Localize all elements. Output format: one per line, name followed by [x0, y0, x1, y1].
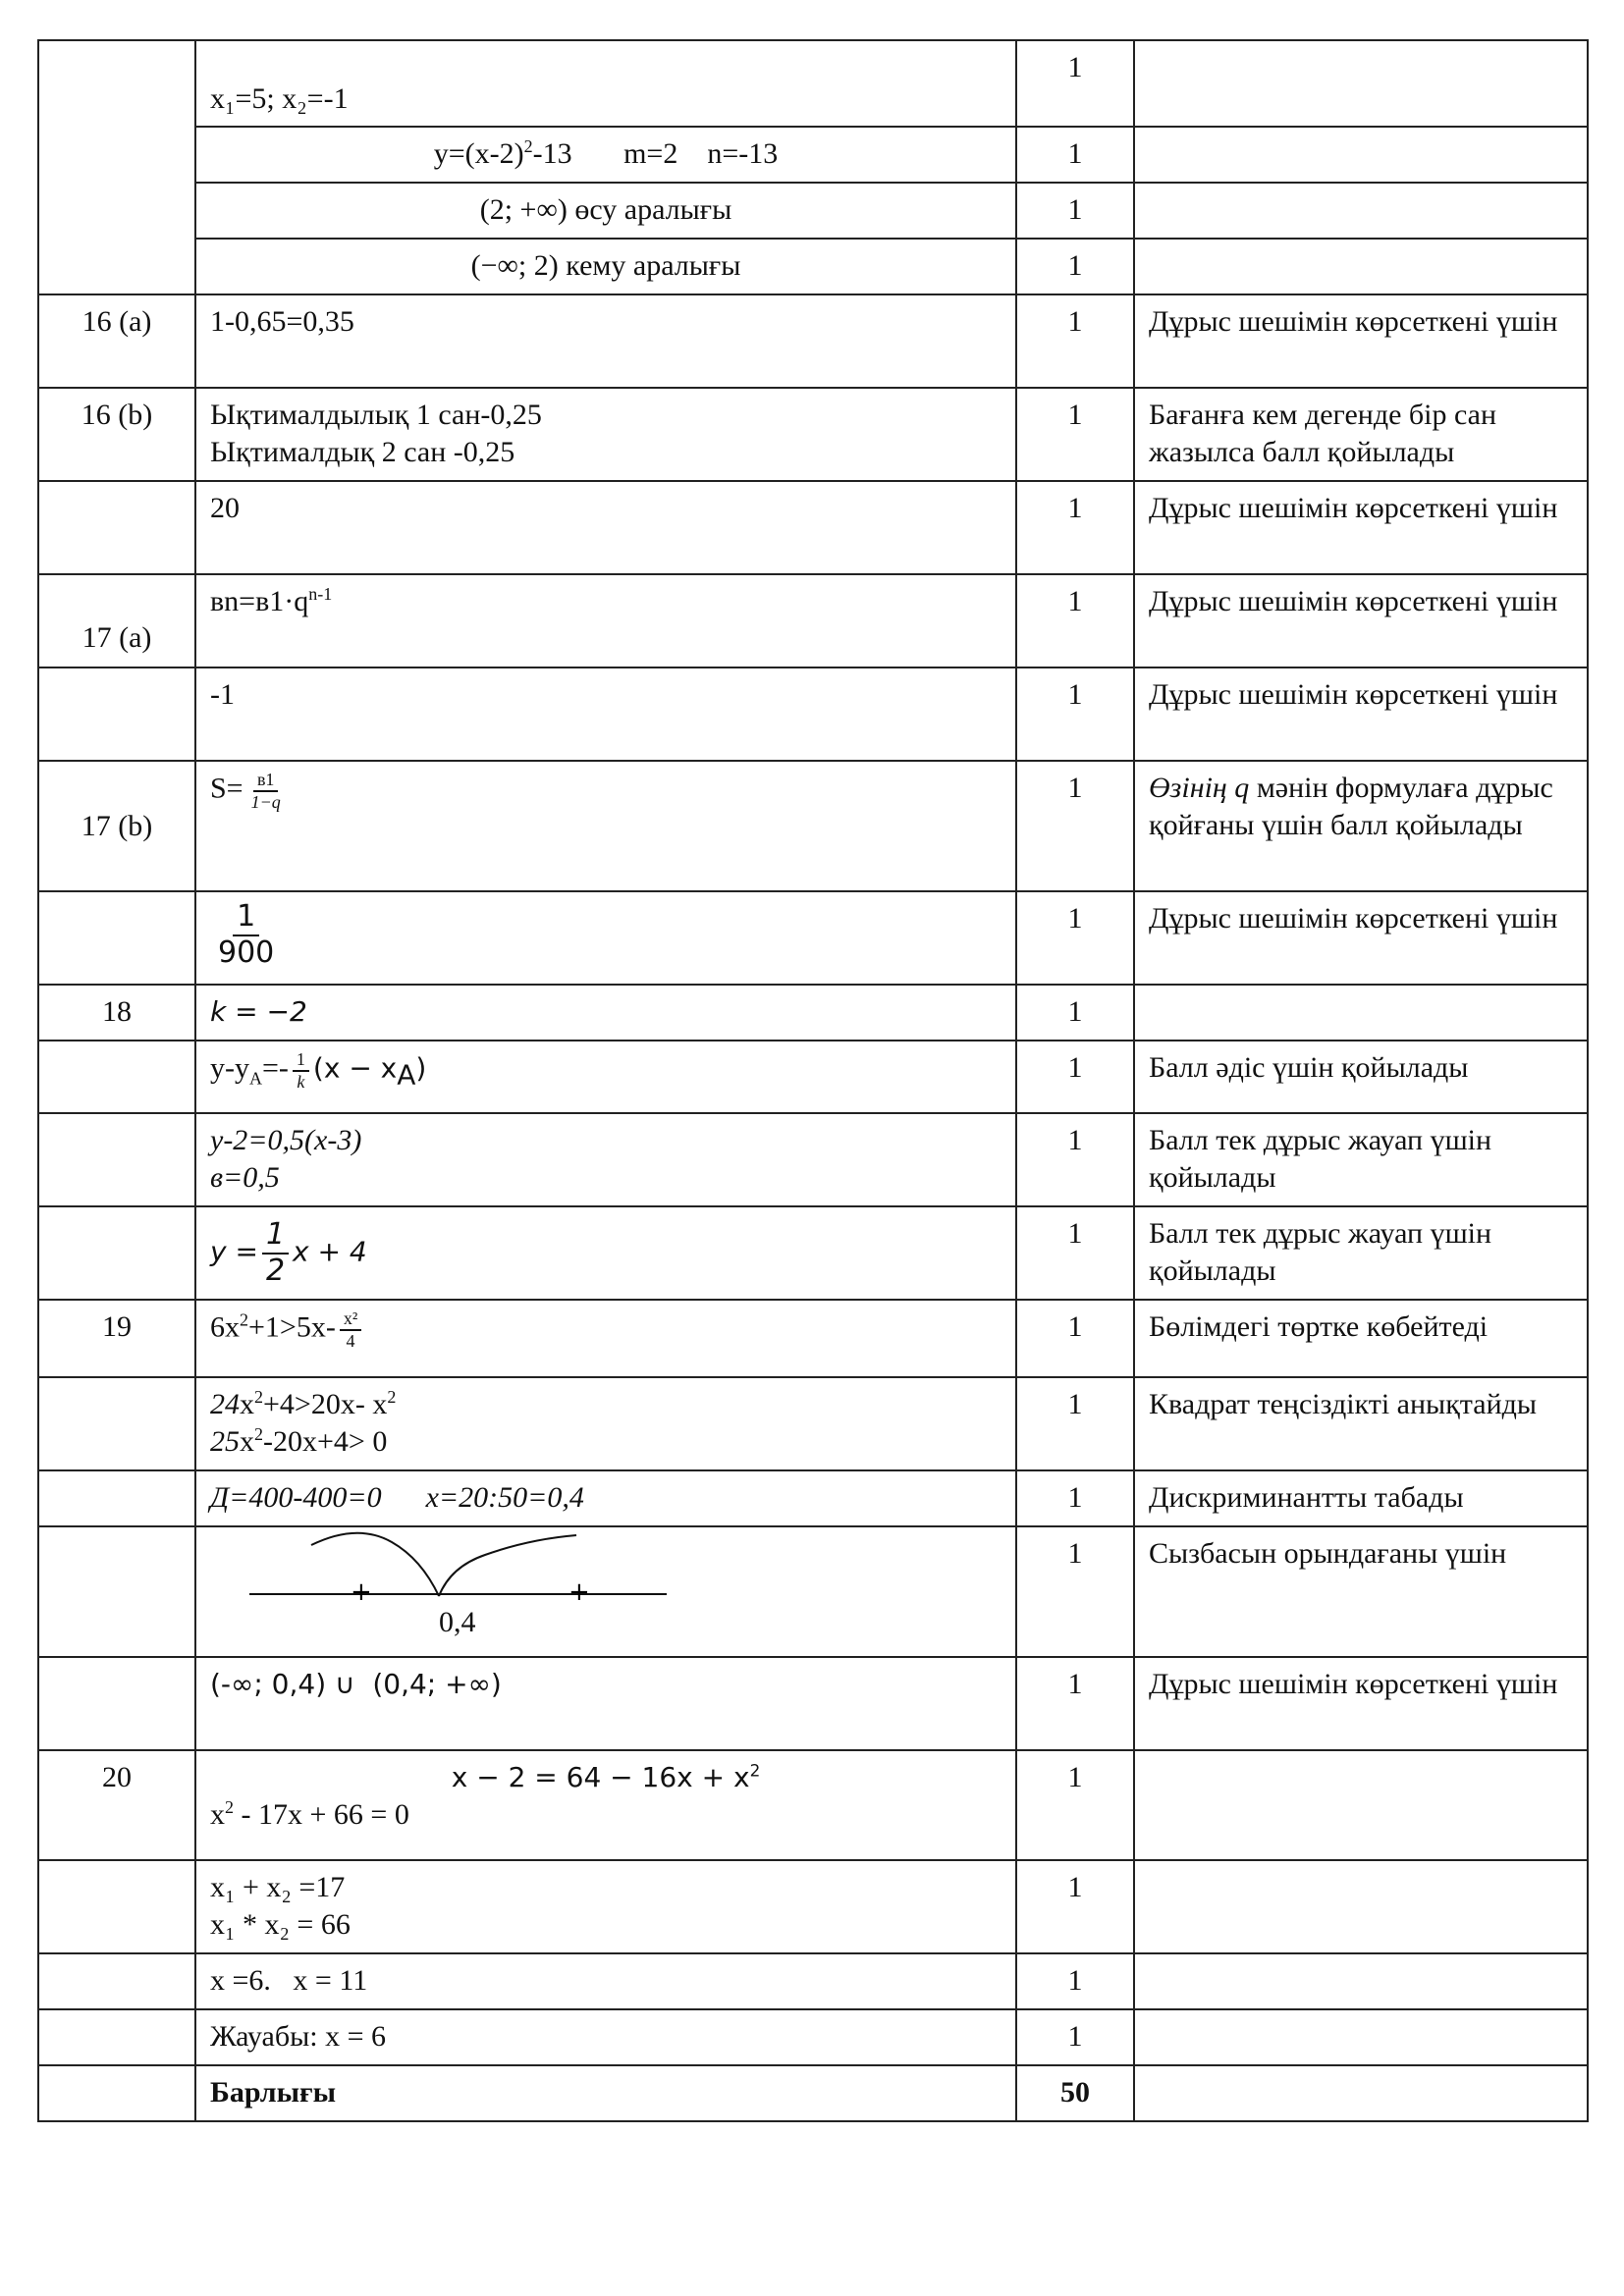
- question-number-cell: [38, 1206, 195, 1300]
- question-number-cell: [38, 1470, 195, 1526]
- fraction-numerator: 1: [262, 1218, 289, 1255]
- solution-text: 24: [210, 1388, 240, 1420]
- solution-text: вn=в1·q: [210, 585, 309, 617]
- question-number-cell: [38, 891, 195, 985]
- question-number-cell: 20: [38, 1750, 195, 1860]
- solution-text: - 17x + 66 = 0: [234, 1798, 409, 1831]
- fraction-numerator: 1: [293, 1049, 309, 1072]
- question-number-cell: 16 (a): [38, 294, 195, 388]
- solution-cell: [195, 891, 1016, 985]
- solution-cell: x =6. x = 11: [195, 1953, 1016, 2009]
- marking-scheme-table: [37, 39, 1589, 2122]
- solution-cell: [195, 1526, 1016, 1657]
- solution-cell: (−∞; 2) кему аралығы: [195, 239, 1016, 294]
- note-cell: Өзінің q мәнін формулаға дұрыс қойғаны үшін балл қойылады: [1134, 761, 1588, 891]
- table-row: [38, 574, 1588, 667]
- question-number-cell: [38, 1953, 195, 2009]
- solution-line: Ықтималдылық 1 сан-0,25: [210, 399, 542, 431]
- note-cell: Балл тек дұрыс жауап үшін қойылады: [1134, 1113, 1588, 1206]
- score-cell: 1: [1016, 388, 1134, 481]
- table-row: [38, 1860, 1588, 1953]
- solution-cell: [195, 1113, 1016, 1206]
- fraction: [293, 1049, 309, 1092]
- table-row: [38, 891, 1588, 985]
- score-cell: 1: [1016, 1470, 1134, 1526]
- right-arc: [439, 1535, 576, 1596]
- table-row: [38, 1953, 1588, 2009]
- score-cell: 1: [1016, 2009, 1134, 2065]
- solution-cell: [195, 1300, 1016, 1377]
- table-row: [38, 127, 1588, 183]
- note-cell: [1134, 40, 1588, 127]
- solution-text: (x − x: [312, 1051, 398, 1085]
- exponent: 2: [254, 1387, 263, 1407]
- note-cell: [1134, 183, 1588, 239]
- score-cell: 1: [1016, 891, 1134, 985]
- solution-cell: Жауабы: x = 6: [195, 2009, 1016, 2065]
- fraction: [262, 1218, 289, 1288]
- question-number-cell: [38, 667, 195, 761]
- solution-line: [210, 1759, 1001, 1796]
- table-row: [38, 481, 1588, 574]
- solution-cell: -1: [195, 667, 1016, 761]
- question-number-cell: 16 (b): [38, 388, 195, 481]
- total-score: 50: [1016, 2065, 1134, 2121]
- table-row: [38, 388, 1588, 481]
- fraction: [340, 1308, 361, 1351]
- exponent: 2: [225, 1797, 234, 1817]
- table-row: [38, 985, 1588, 1041]
- table-row: [38, 1657, 1588, 1750]
- note-cell: Дискриминантты табады: [1134, 1470, 1588, 1526]
- fraction-numerator: 1: [233, 900, 259, 936]
- solution-text: +1>5x-: [248, 1310, 336, 1344]
- score-cell: 1: [1016, 985, 1134, 1041]
- score-cell: 1: [1016, 1526, 1134, 1657]
- solution-text: x: [240, 1388, 254, 1420]
- fraction-denominator: k: [297, 1071, 305, 1092]
- solution-line: x₁ * x₂ = 66: [210, 1908, 351, 1941]
- solution-text: x + 4: [293, 1235, 367, 1268]
- number-line-diagram: [249, 1527, 681, 1606]
- score-cell: 1: [1016, 1860, 1134, 1953]
- solution-cell: [195, 1041, 1016, 1113]
- solution-text: y =: [210, 1235, 258, 1268]
- exponent: 2: [523, 136, 533, 156]
- fraction-denominator: 900: [218, 934, 275, 970]
- note-cell: [1134, 127, 1588, 183]
- solution-text: x: [210, 1798, 225, 1831]
- question-number-cell: [38, 481, 195, 574]
- fraction: [247, 770, 285, 812]
- subscript: A: [249, 1068, 262, 1089]
- solution-cell: 1-0,65=0,35: [195, 294, 1016, 388]
- solution-cell: [195, 761, 1016, 891]
- question-number-cell: [38, 1860, 195, 1953]
- note-cell: Дұрыс шешімін көрсеткені үшін: [1134, 574, 1588, 667]
- fraction-numerator: x²: [340, 1308, 361, 1331]
- note-cell: Дұрыс шешімін көрсеткені үшін: [1134, 481, 1588, 574]
- question-number-cell: [38, 2065, 195, 2121]
- score-cell: 1: [1016, 1953, 1134, 2009]
- table-row: [38, 1041, 1588, 1113]
- question-number-cell: [38, 1041, 195, 1113]
- score-cell: 1: [1016, 1041, 1134, 1113]
- table-row: [38, 2009, 1588, 2065]
- solution-text: y-y: [210, 1051, 249, 1085]
- solution-line: в=0,5: [210, 1161, 280, 1194]
- solution-text: +4>20x- x: [263, 1388, 388, 1420]
- note-cell: Сызбасын орындағаны үшін: [1134, 1526, 1588, 1657]
- solution-text: y=(x-2): [433, 137, 524, 170]
- score-cell: 1: [1016, 239, 1134, 294]
- note-cell: [1134, 1860, 1588, 1953]
- exponent: 2: [387, 1387, 397, 1407]
- total-row: [38, 2065, 1588, 2121]
- table-row: [38, 40, 1588, 127]
- exponent: 2: [749, 1760, 761, 1781]
- score-cell: 1: [1016, 1657, 1134, 1750]
- exponent: 2: [254, 1424, 263, 1444]
- solution-line: y-2=0,5(x-3): [210, 1124, 362, 1156]
- solution-text: -20x+4> 0: [263, 1425, 388, 1458]
- solution-cell: [195, 1377, 1016, 1470]
- solution-cell: [195, 1750, 1016, 1860]
- solution-text: S=: [210, 772, 244, 805]
- root-label: 0,4: [439, 1606, 476, 1638]
- score-cell: 1: [1016, 761, 1134, 891]
- solution-text: =-: [262, 1051, 289, 1085]
- plus-sign-left: +: [351, 1577, 372, 1606]
- question-number-cell: 17 (b): [38, 761, 195, 891]
- solution-cell: Д=400-400=0 x=20:50=0,4: [195, 1470, 1016, 1526]
- fraction-denominator: 4: [346, 1330, 355, 1351]
- table-row: [38, 1470, 1588, 1526]
- total-label: Барлығы: [195, 2065, 1016, 2121]
- note-cell: Дұрыс шешімін көрсеткені үшін: [1134, 667, 1588, 761]
- plus-sign-right: +: [568, 1577, 590, 1606]
- solution-line: x₁ + x₂ =17: [210, 1871, 346, 1903]
- question-number-cell: [38, 1377, 195, 1470]
- score-cell: 1: [1016, 667, 1134, 761]
- score-cell: 1: [1016, 574, 1134, 667]
- solution-cell: (2; +∞) өсу аралығы: [195, 183, 1016, 239]
- note-cell: [1134, 1750, 1588, 1860]
- note-cell: [1134, 2009, 1588, 2065]
- score-cell: 1: [1016, 1300, 1134, 1377]
- question-number-cell: 18: [38, 985, 195, 1041]
- note-cell: Бағанға кем дегенде бір сан жазылса балл қойылады: [1134, 388, 1588, 481]
- solution-line: Ықтималдық 2 сан -0,25: [210, 436, 515, 468]
- solution-cell: [195, 127, 1016, 183]
- solution-text: x: [240, 1425, 254, 1458]
- note-cell: Бөлімдегі төртке көбейтеді: [1134, 1300, 1588, 1377]
- table-row: [38, 1377, 1588, 1470]
- score-cell: 1: [1016, 40, 1134, 127]
- solution-line: [210, 1796, 1001, 1834]
- table-row: [38, 1206, 1588, 1300]
- note-cell: Дұрыс шешімін көрсеткені үшін: [1134, 294, 1588, 388]
- table-row: [38, 239, 1588, 294]
- fraction-denominator: 2: [265, 1253, 286, 1288]
- fraction: [214, 900, 278, 970]
- solution-cell: [195, 388, 1016, 481]
- solution-cell: k = −2: [195, 985, 1016, 1041]
- note-cell: Дұрыс шешімін көрсеткені үшін: [1134, 1657, 1588, 1750]
- solution-cell: [195, 574, 1016, 667]
- score-cell: 1: [1016, 1377, 1134, 1470]
- table-row: [38, 294, 1588, 388]
- question-number-cell: [38, 2009, 195, 2065]
- solution-cell: (-∞; 0,4) ∪ (0,4; +∞): [195, 1657, 1016, 1750]
- table-row: [38, 1300, 1588, 1377]
- note-cell: Квадрат теңсіздікті анықтайды: [1134, 1377, 1588, 1470]
- solution-cell: [195, 1206, 1016, 1300]
- solution-text: x₁=5; x₂=-1: [210, 82, 349, 115]
- note-italic-part: Өзінің q: [1149, 772, 1250, 804]
- question-number-cell: 19: [38, 1300, 195, 1377]
- solution-text: 6x: [210, 1310, 240, 1344]
- solution-line: [210, 1386, 1001, 1423]
- note-cell: Балл әдіс үшін қойылады: [1134, 1041, 1588, 1113]
- score-cell: 1: [1016, 183, 1134, 239]
- solution-line: [210, 1423, 1001, 1461]
- fraction-numerator: в1: [253, 770, 279, 792]
- note-cell: [1134, 239, 1588, 294]
- fraction-denominator: 1−q: [250, 791, 281, 812]
- question-number-cell: [38, 1526, 195, 1657]
- solution-cell: [195, 40, 1016, 127]
- solution-text: ): [415, 1051, 427, 1085]
- note-cell: [1134, 985, 1588, 1041]
- question-number-cell: 17 (a): [38, 574, 195, 667]
- table-row: [38, 1750, 1588, 1860]
- score-cell: 1: [1016, 1206, 1134, 1300]
- exponent: 2: [240, 1309, 248, 1330]
- solution-cell: [195, 1860, 1016, 1953]
- note-cell: [1134, 2065, 1588, 2121]
- table-row: [38, 667, 1588, 761]
- note-cell: Балл тек дұрыс жауап үшін қойылады: [1134, 1206, 1588, 1300]
- question-number-cell: [38, 1657, 195, 1750]
- subscript: A: [397, 1058, 416, 1092]
- note-cell: [1134, 1953, 1588, 2009]
- solution-text: -13 m=2 n=-13: [532, 137, 779, 170]
- sign-chart-sketch: [210, 1527, 681, 1637]
- score-cell: 1: [1016, 127, 1134, 183]
- score-cell: 1: [1016, 1113, 1134, 1206]
- score-cell: 1: [1016, 481, 1134, 574]
- solution-text: x − 2 = 64 − 16x + x: [451, 1761, 750, 1793]
- table-row: [38, 1526, 1588, 1657]
- left-arc: [311, 1533, 439, 1596]
- table-row: [38, 761, 1588, 891]
- solution-text: 25: [210, 1425, 240, 1458]
- question-number-cell: [38, 40, 195, 294]
- score-cell: 1: [1016, 1750, 1134, 1860]
- exponent: n-1: [308, 584, 333, 604]
- score-cell: 1: [1016, 294, 1134, 388]
- table-row: [38, 1113, 1588, 1206]
- question-number-cell: [38, 1113, 195, 1206]
- solution-cell: 20: [195, 481, 1016, 574]
- table-row: [38, 183, 1588, 239]
- note-cell: Дұрыс шешімін көрсеткені үшін: [1134, 891, 1588, 985]
